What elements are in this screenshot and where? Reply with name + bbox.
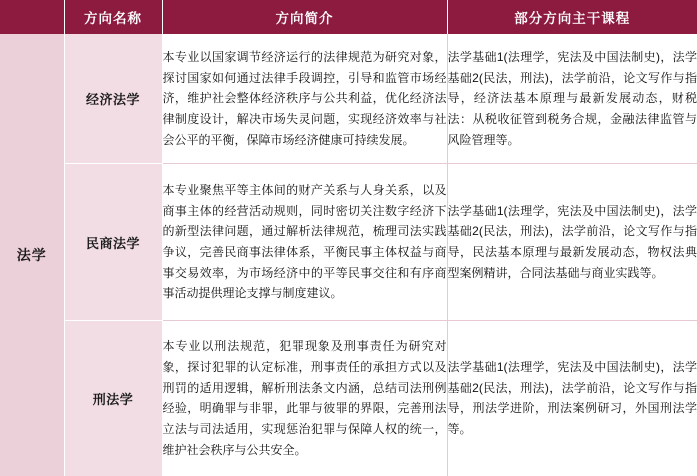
direction-name-cell: 民商法学 <box>64 164 162 320</box>
direction-name-cell: 经济法学 <box>64 34 162 164</box>
direction-intro-text: 本专业聚焦平等主体间的财产关系与人身关系，以及商事主体的经营活动规则，同时密切关注数字经济下的新型法律问题，通过解析法律规范，梳理司法实践争议，完善民商事法律体系，平衡民事主体权益与商事交易效率，为市场经济中的平等民事交往和有序商事活动提供理论支撑与制度建议。 <box>162 183 447 301</box>
table-row <box>0 164 697 320</box>
table-header-row <box>0 0 697 34</box>
direction-intro-cell <box>162 320 447 476</box>
table-row <box>0 320 697 476</box>
core-courses-cell <box>447 34 697 164</box>
direction-intro-text: 本专业以国家调节经济运行的法律规范为研究对象，探讨国家如何通过法律手段调控，引导和监管市场经济，维护社会整体经济秩序与公共利益，优化经济法律制度设计，解决市场失灵问题，实现经济效率与社会公平的平衡，保障市场经济健康可持续发展。 <box>162 50 447 147</box>
header-core-courses: 部分方向主干课程 <box>447 0 697 34</box>
core-courses-text: 法学基础1(法理学，宪法及中国法制史)，法学基础2(民法，刑法)，法学前沿，论文写作与指导，民法基本原理与最新发展动态，物权法典型案例精讲，合同法基础与商业实践等。 <box>447 203 697 280</box>
table-row <box>0 34 697 164</box>
discipline-cell: 法学 <box>0 34 64 476</box>
header-corner-cell <box>0 0 64 34</box>
core-courses-text: 法学基础1(法理学，宪法及中国法制史)，法学基础2(民法，刑法)，法学前沿，论文写作与指导，刑法学进阶，刑法案例研习，外国刑法学等。 <box>447 360 697 436</box>
direction-intro-cell <box>162 164 447 320</box>
header-direction-intro: 方向简介 <box>162 0 447 34</box>
direction-intro-cell <box>162 34 447 164</box>
direction-intro-text: 本专业以刑法规范，犯罪现象及刑事责任为研究对象，探讨犯罪的认定标准，刑事责任的承担方式以及刑罚的适用逻辑，解析刑法条文内涵，总结司法刑例经验，明确罪与非罪，此罪与彼罪的界限，完善刑法立法与司法适用，实现惩治犯罪与保障人权的统一，维护社会秩序与公共安全。 <box>162 339 447 457</box>
core-courses-text: 法学基础1(法理学，宪法及中国法制史)，法学基础2(民法，刑法)，法学前沿，论文写作与指导，经济法基本原理与最新发展动态，财税法：从税收征管到税务合规，金融法律监管与风险管理等。 <box>447 50 697 147</box>
header-direction-name: 方向名称 <box>64 0 162 34</box>
core-courses-cell <box>447 164 697 320</box>
core-courses-cell <box>447 320 697 476</box>
direction-name-cell: 刑法学 <box>64 320 162 476</box>
